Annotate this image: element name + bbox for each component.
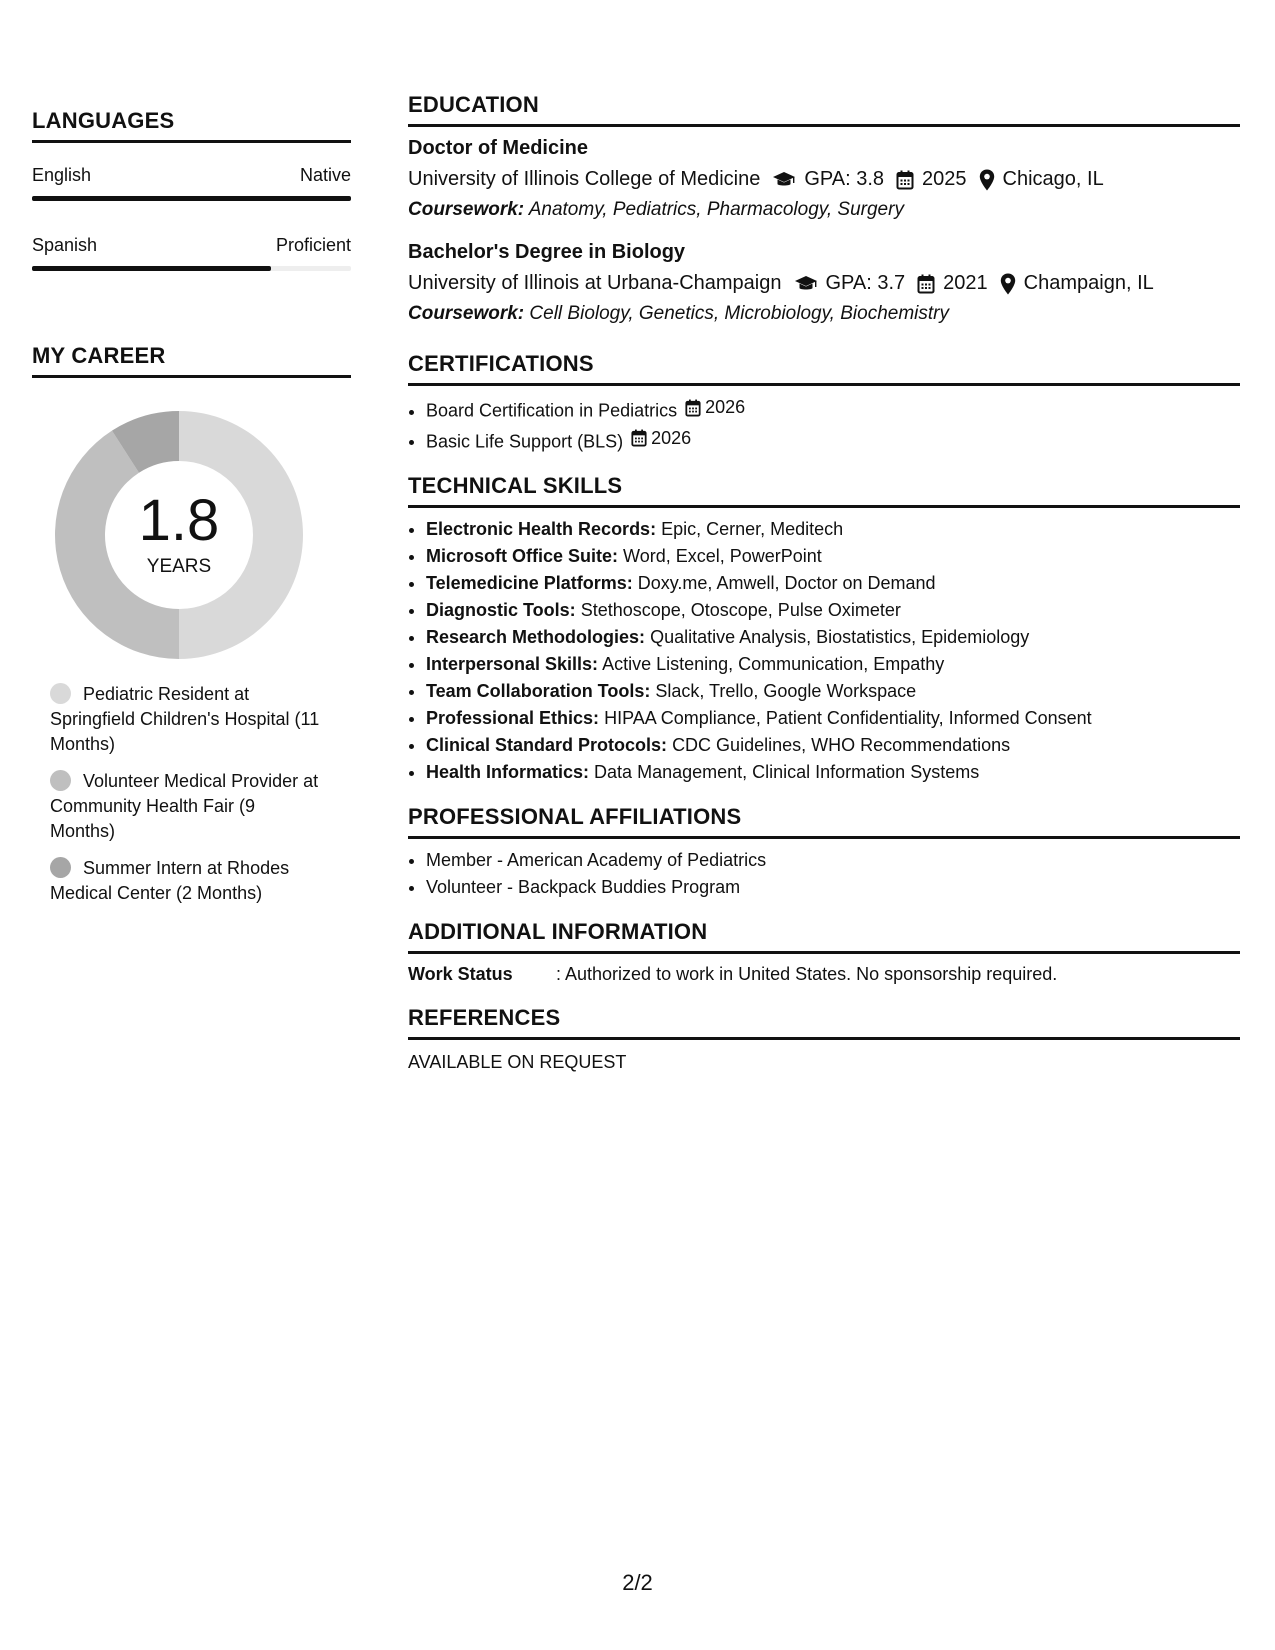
skill-item: [426, 678, 1240, 705]
additional-title: ADDITIONAL INFORMATION: [408, 919, 1240, 954]
skill-value: Slack, Trello, Google Workspace: [655, 681, 917, 701]
references-section: [408, 1005, 1240, 1073]
education-item: [408, 241, 1240, 325]
work-status-label: Work Status: [408, 964, 513, 984]
coursework-list: Cell Biology, Genetics, Microbiology, Biochemistry: [529, 303, 949, 324]
coursework: [408, 199, 1240, 221]
skill-value: Doxy.me, Amwell, Doctor on Demand: [637, 573, 936, 593]
gpa: GPA: 3.7: [825, 272, 906, 294]
school: University of Illinois College of Medicine: [408, 168, 761, 190]
certification-item: [426, 425, 1240, 456]
additional-section: [408, 919, 1240, 985]
language-bar: [32, 266, 351, 271]
skill-item: [426, 624, 1240, 651]
language-item: [32, 235, 351, 271]
language-level: Proficient: [275, 235, 351, 255]
page-number: 2/2: [622, 1570, 653, 1595]
year: 2021: [943, 272, 988, 294]
skill-item: [426, 516, 1240, 543]
legend-item: [50, 856, 320, 906]
language-bar-fill: [32, 266, 271, 271]
coursework-label: Coursework:: [408, 199, 525, 220]
legend-item: [50, 769, 320, 844]
skills-section: [408, 473, 1240, 786]
certification-year: 2026: [651, 427, 692, 448]
skill-label: Interpersonal Skills:: [426, 654, 599, 674]
skill-label: Microsoft Office Suite:: [426, 546, 619, 566]
references-title: REFERENCES: [408, 1005, 1240, 1040]
skill-label: Electronic Health Records:: [426, 519, 657, 539]
language-bar: [32, 196, 351, 201]
languages-title: LANGUAGES: [32, 108, 351, 143]
language-item: [32, 165, 351, 201]
location: Champaign, IL: [1023, 272, 1154, 294]
skill-label: Telemedicine Platforms:: [426, 573, 633, 593]
affiliations-title: PROFESSIONAL AFFILIATIONS: [408, 804, 1240, 839]
skill-item: [426, 759, 1240, 786]
degree: Doctor of Medicine: [408, 137, 589, 159]
skill-label: Clinical Standard Protocols:: [426, 735, 668, 755]
career-total-value: 1.8: [138, 488, 220, 553]
language-name: English: [32, 165, 92, 185]
career-donut-chart: [54, 410, 304, 660]
certification-item: [426, 394, 1240, 425]
language-level: Native: [299, 165, 351, 185]
affiliation-item: • Volunteer - Backpack Buddies Program: [426, 874, 1240, 901]
location-pin-icon: [979, 169, 995, 191]
skill-label: Team Collaboration Tools:: [426, 681, 651, 701]
skill-item: [426, 543, 1240, 570]
calendar-icon: [685, 399, 701, 417]
skill-value: Epic, Cerner, Meditech: [661, 519, 844, 539]
language-name: Spanish: [32, 235, 98, 255]
skills-title: TECHNICAL SKILLS: [408, 473, 1240, 508]
affiliation-item: • Member - American Academy of Pediatrics: [426, 847, 1240, 874]
certifications-section: [408, 351, 1240, 455]
year: 2025: [922, 168, 967, 190]
skill-value: Active Listening, Communication, Empathy: [602, 654, 945, 674]
legend-label: Volunteer Medical Provider at Community Health Fair (9 Months): [50, 771, 319, 841]
career-section: [32, 343, 351, 906]
gpa: GPA: 3.8: [804, 168, 885, 190]
education-item: [408, 137, 1240, 221]
legend-dot: [50, 683, 71, 704]
skill-item: [426, 651, 1240, 678]
skill-label: Diagnostic Tools:: [426, 600, 576, 620]
degree: Bachelor's Degree in Biology: [408, 241, 686, 263]
legend-dot: [50, 857, 71, 878]
skill-label: Health Informatics:: [426, 762, 590, 782]
work-status-value: : Authorized to work in United States. No sponsorship required.: [556, 964, 1058, 984]
skill-item: [426, 732, 1240, 759]
skill-value: Qualitative Analysis, Biostatistics, Epidemiology: [650, 627, 1030, 647]
location-pin-icon: [1000, 273, 1016, 295]
coursework-label: Coursework:: [408, 303, 525, 324]
school: University of Illinois at Urbana-Champaign: [408, 272, 782, 294]
certification-name: Basic Life Support (BLS): [426, 431, 624, 451]
references-text: AVAILABLE ON REQUEST: [408, 1052, 627, 1072]
career-title: MY CAREER: [32, 343, 351, 378]
graduation-cap-icon: [772, 171, 796, 189]
legend-label: Summer Intern at Rhodes Medical Center (2 Months): [50, 858, 290, 903]
skill-label: Professional Ethics:: [426, 708, 600, 728]
skill-item: [426, 570, 1240, 597]
legend-dot: [50, 770, 71, 791]
coursework: [408, 303, 1240, 325]
graduation-cap-icon: [794, 275, 818, 293]
career-total-unit: YEARS: [146, 556, 212, 577]
language-bar-fill: [32, 196, 351, 201]
legend-label: Pediatric Resident at Springfield Children's Hospital (11 Months): [50, 684, 320, 754]
career-legend: [50, 682, 320, 906]
calendar-icon: [631, 429, 647, 447]
location: Chicago, IL: [1002, 168, 1104, 190]
left-column: [32, 108, 351, 918]
skill-label: Research Methodologies:: [426, 627, 646, 647]
legend-item: [50, 682, 320, 757]
affiliations-section: [408, 804, 1240, 901]
skill-value: Data Management, Clinical Information Systems: [594, 762, 980, 782]
certification-year: 2026: [705, 397, 746, 417]
skill-value: CDC Guidelines, WHO Recommendations: [672, 735, 1011, 755]
skill-value: HIPAA Compliance, Patient Confidentiality, Informed Consent: [604, 708, 1092, 728]
right-column: [408, 92, 1240, 1073]
skill-item: [426, 597, 1240, 624]
skill-item: [426, 705, 1240, 732]
coursework-list: Anatomy, Pediatrics, Pharmacology, Surgery: [528, 199, 904, 220]
skill-value: Word, Excel, PowerPoint: [623, 546, 822, 566]
education-title: EDUCATION: [408, 92, 1240, 127]
certification-name: Board Certification in Pediatrics: [426, 400, 678, 421]
skill-value: Stethoscope, Otoscope, Pulse Oximeter: [580, 600, 901, 620]
calendar-icon: [896, 170, 914, 190]
certifications-title: CERTIFICATIONS: [408, 351, 1240, 386]
calendar-icon: [917, 274, 935, 294]
